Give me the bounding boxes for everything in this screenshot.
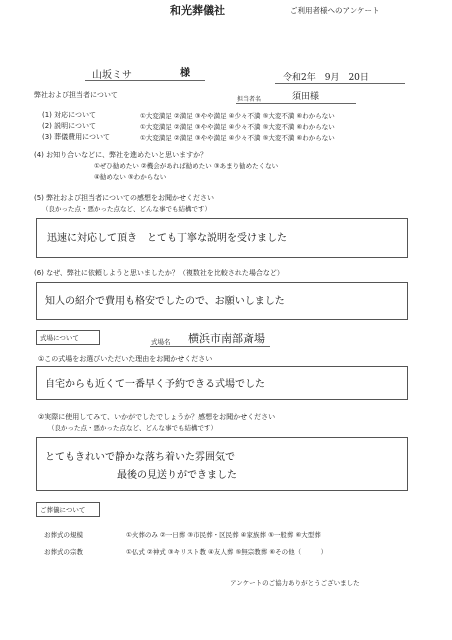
section1-heading: 弊社および担当者について <box>34 91 118 99</box>
venue-q2-answer-line1: とてもきれいで静かな落ち着いた雰囲気で <box>45 452 235 463</box>
q3-label: (3) 葬儀費用について <box>42 133 111 141</box>
q5-note: （良かった点・悪かった点など、どんな事でも結構です） <box>42 205 211 213</box>
funeral-heading: ご葬儀について <box>40 506 86 514</box>
staff-name: 須田様 <box>292 92 320 102</box>
venue-q1: ①この式場をお選びいただいた理由をお聞かせください <box>38 355 213 363</box>
venue-name: 横浜市南部斎場 <box>188 332 265 345</box>
survey-title: ご利用者様へのアンケート <box>290 6 380 15</box>
scale-options: ①火葬のみ ②一日葬 ③市民葬・区民葬 ④家族葬 ⑤一般葬 ⑥大型葬 <box>126 531 321 539</box>
date: 令和2年 9月 20日 <box>283 73 369 83</box>
q2-label: (2) 説明について <box>42 122 97 130</box>
customer-underline <box>85 80 205 81</box>
q4-options-2: ④勧めない ⑤わからない <box>94 173 167 181</box>
q6-answer: 知人の紹介で費用も格安でしたので、お願いしました <box>45 296 285 307</box>
q6-answer-box <box>36 282 408 320</box>
customer-honorific: 様 <box>180 68 190 79</box>
venue-q2-answer-box <box>36 437 408 491</box>
venue-underline <box>150 346 270 347</box>
customer-name: 山坂ミサ <box>92 70 132 81</box>
q4-options-1: ①ぜひ勧めたい ②機会があれば勧めたい ③あまり勧めたくない <box>94 162 279 170</box>
q1-label: (1) 対応について <box>42 111 97 119</box>
q4-question: (4) お知り合いなどに、弊社を進めたいと思いますか？ <box>34 151 208 159</box>
funeral-heading-box <box>36 502 100 517</box>
q2-options: ①大変満足 ②満足 ③やや満足 ④少々不満 ⑤大変不満 ⑥わからない <box>140 123 335 131</box>
footer-thanks: アンケートのご協力ありがとうございました <box>230 579 360 587</box>
q6-question: (6) なぜ、弊社に依頼しようと思いましたか？（複数社を比較された場合など） <box>34 269 284 277</box>
venue-q2: ②実際に使用してみて、いかがでしたでしょうか？感想をお聞かせください <box>38 413 276 421</box>
staff-label: 担当者名 <box>237 96 262 103</box>
venue-name-label: 式場名 <box>151 338 171 346</box>
venue-q2-note: （良かった点・悪かった点など、どんな事でも結構です） <box>48 424 217 432</box>
q1-options: ①大変満足 ②満足 ③やや満足 ④少々不満 ⑤大変不満 ⑥わからない <box>140 112 335 120</box>
venue-q2-answer-line2: 最後の見送りができました <box>117 470 237 481</box>
q3-options: ①大変満足 ②満足 ③やや満足 ④少々不満 ⑤大変不満 ⑥わからない <box>140 134 335 142</box>
staff-underline <box>236 103 356 104</box>
date-underline <box>275 83 405 84</box>
venue-heading-box <box>36 330 100 345</box>
q5-question: (5) 弊社および担当者についての感想をお聞かせください <box>34 194 214 202</box>
q5-answer-box <box>36 218 408 258</box>
q5-answer: 迅速に対応して頂き とても丁寧な説明を受けました <box>47 233 287 244</box>
venue-q1-answer: 自宅からも近くて一番早く予約できる式場でした <box>45 379 265 390</box>
venue-q1-answer-box <box>36 366 408 400</box>
religion-options: ①仏式 ②神式 ③キリスト教 ④友人葬 ⑤無宗教葬 ⑥その他（ ） <box>126 548 328 556</box>
scale-label: お葬式の規模 <box>44 531 83 539</box>
religion-label: お葬式の宗教 <box>44 548 83 556</box>
venue-heading: 式場について <box>40 334 79 342</box>
company-title: 和光葬儀社 <box>170 4 225 17</box>
